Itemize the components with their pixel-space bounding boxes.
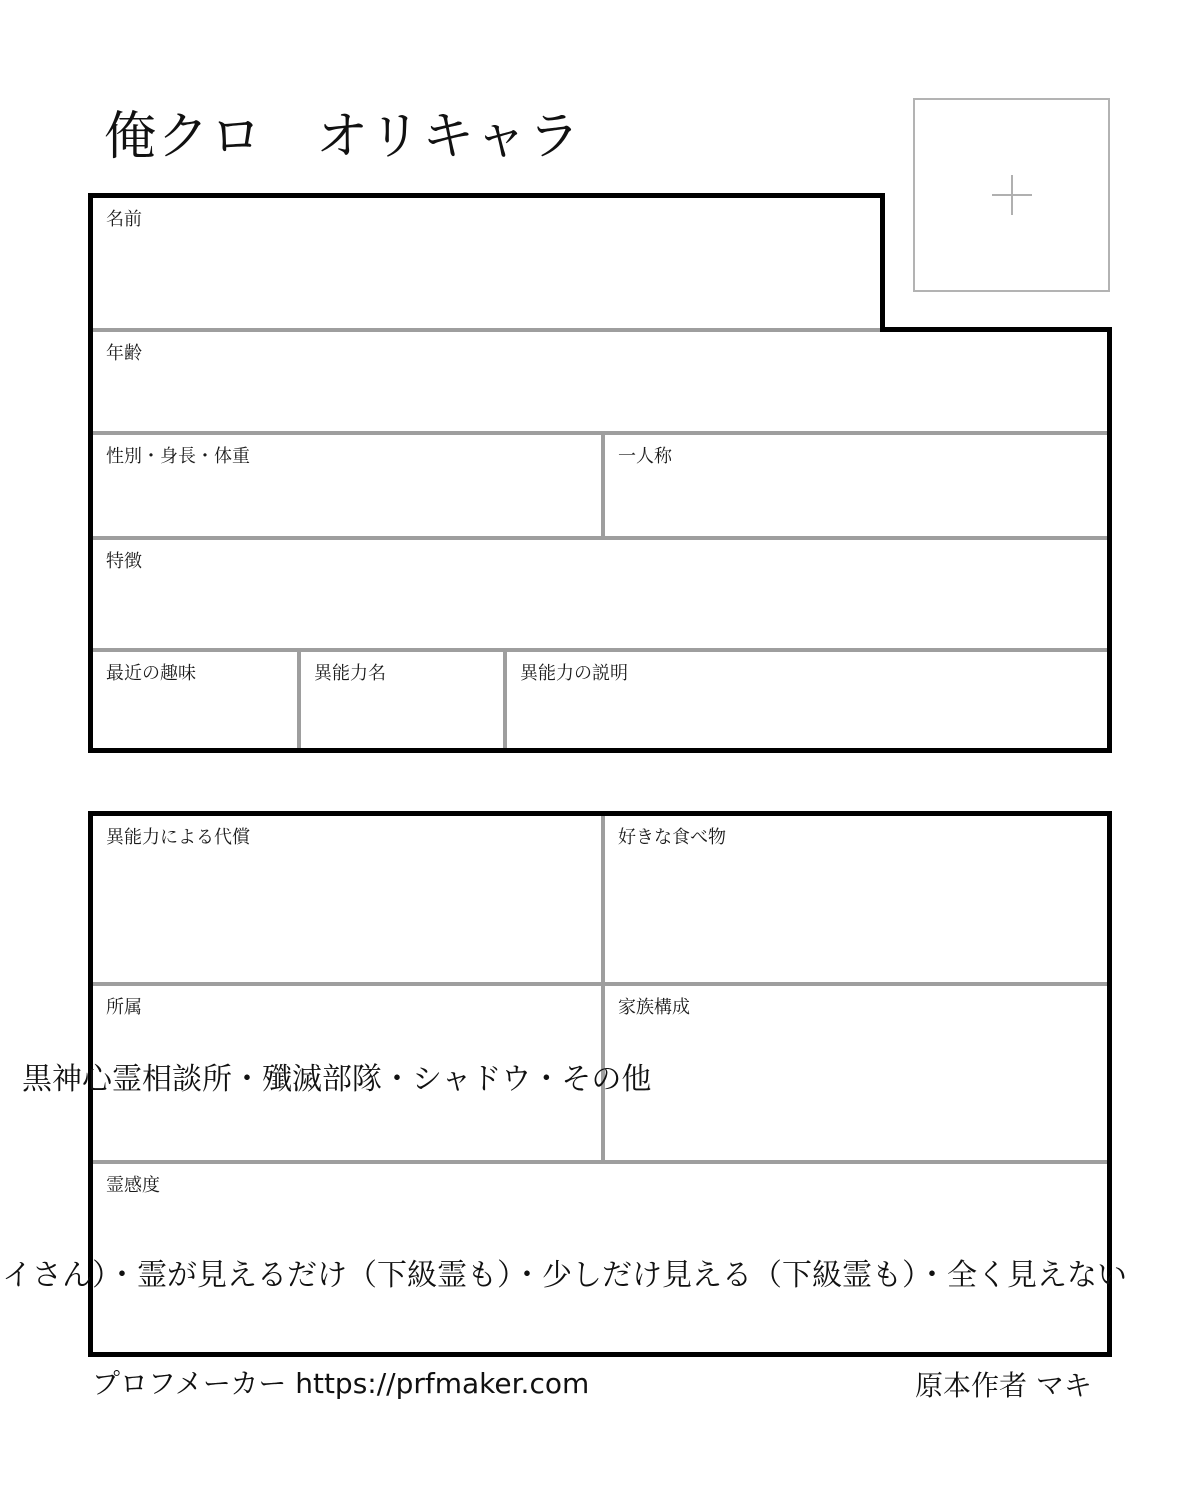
ability-name-label: 異能力名: [314, 663, 386, 684]
card1-name-right-border: [880, 193, 885, 332]
family-structure-field[interactable]: [605, 986, 1107, 1160]
card2-border-bottom: [88, 1352, 1112, 1357]
first-person-field[interactable]: [605, 435, 1107, 536]
traits-field[interactable]: [93, 540, 1107, 648]
favorite-food-label: 好きな食べ物: [618, 827, 726, 848]
gender-height-weight-field[interactable]: [93, 435, 601, 536]
card1-border-right: [1107, 327, 1112, 753]
plus-icon: [992, 175, 1032, 215]
card1-border-bottom: [88, 748, 1112, 753]
ability-cost-field[interactable]: [93, 816, 601, 982]
ability-description-field[interactable]: [507, 652, 1107, 748]
recent-hobby-label: 最近の趣味: [106, 663, 196, 684]
ability-name-field[interactable]: [301, 652, 503, 748]
spirit-sense-label: 霊感度: [106, 1175, 160, 1196]
first-person-label: 一人称: [618, 446, 672, 467]
affiliation-label: 所属: [106, 997, 142, 1018]
maker-credit: プロフメーカー https://prfmaker.com: [92, 1367, 590, 1400]
age-field[interactable]: [93, 332, 1107, 431]
plus-icon-vertical-bar: [1011, 175, 1013, 215]
author-credit: 原本作者 マキ: [915, 1369, 1092, 1402]
family-structure-label: 家族構成: [618, 997, 690, 1018]
traits-label: 特徴: [106, 551, 142, 572]
favorite-food-field[interactable]: [605, 816, 1107, 982]
gender-height-weight-label: 性別・身長・体重: [106, 446, 250, 467]
age-label: 年齢: [106, 343, 142, 364]
spirit-sense-options-text: イさん）・霊が見えるだけ（下級霊も）・少しだけ見える（下級霊も）・全く見えない: [2, 1258, 1127, 1293]
recent-hobby-field[interactable]: [93, 652, 297, 748]
page-title: 俺クロ オリキャラ: [104, 107, 582, 167]
name-label: 名前: [106, 209, 142, 230]
ability-description-label: 異能力の説明: [520, 663, 628, 684]
ability-cost-label: 異能力による代償: [106, 827, 250, 848]
affiliation-options-text: 黒神心霊相談所・殲滅部隊・シャドウ・その他: [22, 1062, 652, 1097]
name-field[interactable]: [93, 198, 880, 328]
image-upload-slot[interactable]: [913, 98, 1110, 292]
